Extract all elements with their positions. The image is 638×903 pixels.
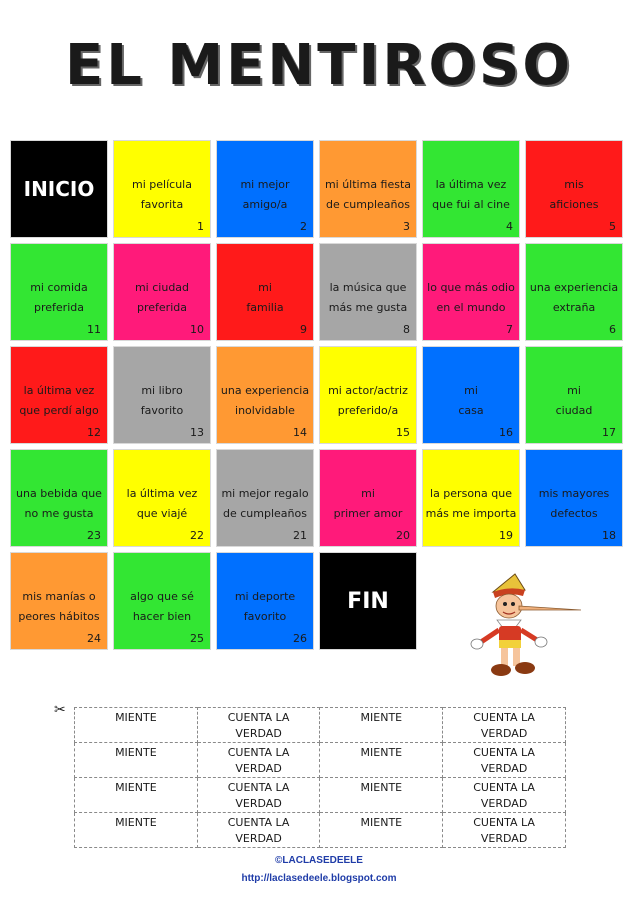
- cell-text-line2: favorito: [140, 404, 184, 417]
- cell-text-line1: mi deporte: [234, 590, 296, 603]
- cell-number: 17: [602, 426, 616, 439]
- card-truth[interactable]: CUENTA LA VERDAD: [197, 778, 320, 813]
- card-lie[interactable]: MIENTE: [320, 778, 443, 813]
- cell-text-line2: peores hábitos: [18, 610, 100, 623]
- board-cell-2[interactable]: [216, 140, 314, 238]
- cell-text-line1: la música que: [329, 281, 407, 294]
- cell-text-line1: mi: [567, 384, 581, 397]
- cell-text-line2: favorita: [140, 198, 184, 211]
- copyright-text: ©LACLASEDEELE: [275, 855, 363, 866]
- cell-number: 19: [499, 529, 513, 542]
- card-lie[interactable]: MIENTE: [75, 708, 198, 743]
- cell-text-line1: mi mejor regalo: [221, 487, 309, 500]
- cell-number: 6: [609, 323, 616, 336]
- cell-number: 4: [506, 220, 513, 233]
- scissors-icon: ✂: [54, 701, 66, 717]
- cell-number: 18: [602, 529, 616, 542]
- cell-number: 11: [87, 323, 101, 336]
- cell-number: 23: [87, 529, 101, 542]
- cell-text-line1: lo que más odio: [427, 281, 515, 294]
- cell-text-line2: que fui al cine: [432, 198, 510, 211]
- board-cell-25[interactable]: [113, 552, 211, 650]
- cell-text-line2: amigo/a: [242, 198, 288, 211]
- card-lie[interactable]: MIENTE: [75, 778, 198, 813]
- cell-text-line1: mis manías o: [22, 590, 96, 603]
- table-row: [75, 813, 566, 848]
- card-lie[interactable]: MIENTE: [320, 708, 443, 743]
- pinocchio-illustration: [463, 564, 593, 684]
- cell-text-line2: de cumpleaños: [326, 198, 410, 211]
- cell-text-line1: la última vez: [126, 487, 198, 500]
- board-cell-24[interactable]: [10, 552, 108, 650]
- board-cell-19[interactable]: [422, 449, 520, 547]
- cell-text-line1: una experiencia: [220, 384, 310, 397]
- cell-text-line1: mi libro: [141, 384, 183, 397]
- board-cell-12[interactable]: [10, 346, 108, 444]
- cell-text-line2: que perdí algo: [19, 404, 99, 417]
- board-cell-3[interactable]: [319, 140, 417, 238]
- card-lie[interactable]: MIENTE: [75, 743, 198, 778]
- board-cell-16[interactable]: [422, 346, 520, 444]
- cell-text-line2: más me importa: [425, 507, 517, 520]
- cell-number: 10: [190, 323, 204, 336]
- cell-text-line1: mi actor/actriz: [328, 384, 408, 397]
- board-cell-23[interactable]: [10, 449, 108, 547]
- cell-text-line2: casa: [458, 404, 484, 417]
- website-link[interactable]: http://laclasedeele.blogspot.com: [241, 873, 397, 884]
- board-cell-13[interactable]: [113, 346, 211, 444]
- board-cell-4[interactable]: [422, 140, 520, 238]
- board-cell-14[interactable]: [216, 346, 314, 444]
- start-label: INICIO: [23, 177, 95, 201]
- table-row: [75, 778, 566, 813]
- cell-text-line2: aficiones: [549, 198, 599, 211]
- cell-number: 9: [300, 323, 307, 336]
- cell-text-line2: primer amor: [333, 507, 403, 520]
- cell-number: 15: [396, 426, 410, 439]
- cell-text-line1: mi: [464, 384, 478, 397]
- card-truth[interactable]: CUENTA LA VERDAD: [443, 743, 566, 778]
- cell-number: 26: [293, 632, 307, 645]
- cell-text-line2: preferida: [34, 301, 84, 314]
- finish-cell[interactable]: [319, 552, 417, 650]
- board-cell-10[interactable]: [113, 243, 211, 341]
- cell-text-line1: la persona que: [430, 487, 512, 500]
- cell-text-line2: que viajé: [136, 507, 188, 520]
- cell-text-line2: inolvidable: [235, 404, 295, 417]
- board-cell-17[interactable]: [525, 346, 623, 444]
- cell-number: 14: [293, 426, 307, 439]
- cell-text-line2: de cumpleaños: [223, 507, 307, 520]
- cell-text-line1: mi comida: [30, 281, 88, 294]
- board-cell-7[interactable]: [422, 243, 520, 341]
- board-cell-26[interactable]: [216, 552, 314, 650]
- card-lie[interactable]: MIENTE: [320, 813, 443, 848]
- cell-text-line1: mi última fiesta: [324, 178, 412, 191]
- board-cell-11[interactable]: [10, 243, 108, 341]
- cell-text-line2: en el mundo: [436, 301, 506, 314]
- cell-number: 13: [190, 426, 204, 439]
- cell-text-line1: mis: [564, 178, 584, 191]
- cell-text-line2: hacer bien: [132, 610, 192, 623]
- cell-text-line2: ciudad: [555, 404, 593, 417]
- cell-number: 2: [300, 220, 307, 233]
- board-cell-21[interactable]: [216, 449, 314, 547]
- cell-text-line1: mi: [361, 487, 375, 500]
- board-cell-5[interactable]: [525, 140, 623, 238]
- table-row: [75, 708, 566, 743]
- cell-text-line2: no me gusta: [24, 507, 94, 520]
- board-cell-8[interactable]: [319, 243, 417, 341]
- card-lie[interactable]: MIENTE: [320, 743, 443, 778]
- board-cell-18[interactable]: [525, 449, 623, 547]
- cell-text-line1: una experiencia: [529, 281, 619, 294]
- cell-number: 12: [87, 426, 101, 439]
- cell-number: 1: [197, 220, 204, 233]
- cell-number: 24: [87, 632, 101, 645]
- card-truth[interactable]: CUENTA LA VERDAD: [197, 743, 320, 778]
- board-cell-1[interactable]: [113, 140, 211, 238]
- cell-text-line2: preferida: [137, 301, 187, 314]
- card-truth[interactable]: CUENTA LA VERDAD: [197, 813, 320, 848]
- cell-text-line2: favorito: [243, 610, 287, 623]
- card-truth[interactable]: CUENTA LA VERDAD: [443, 778, 566, 813]
- cell-number: 7: [506, 323, 513, 336]
- cell-text-line1: mi ciudad: [134, 281, 190, 294]
- card-truth[interactable]: CUENTA LA VERDAD: [197, 708, 320, 743]
- cell-number: 3: [403, 220, 410, 233]
- cell-text-line1: mi película: [132, 178, 192, 191]
- game-title: EL MENTIROSO: [65, 33, 573, 98]
- card-truth[interactable]: CUENTA LA VERDAD: [443, 708, 566, 743]
- cut-out-cards-table: [74, 707, 566, 848]
- cell-text-line1: mis mayores: [538, 487, 610, 500]
- table-row: [75, 743, 566, 778]
- cell-text-line2: más me gusta: [328, 301, 408, 314]
- finish-label: FIN: [347, 588, 389, 614]
- board-cell-20[interactable]: [319, 449, 417, 547]
- cell-number: 21: [293, 529, 307, 542]
- cell-number: 16: [499, 426, 513, 439]
- start-cell[interactable]: [10, 140, 108, 238]
- board-cell-9[interactable]: [216, 243, 314, 341]
- card-truth[interactable]: CUENTA LA VERDAD: [443, 813, 566, 848]
- board-cell-22[interactable]: [113, 449, 211, 547]
- cell-number: 22: [190, 529, 204, 542]
- cell-text-line2: extraña: [552, 301, 596, 314]
- cell-text-line1: la última vez: [435, 178, 507, 191]
- card-lie[interactable]: MIENTE: [75, 813, 198, 848]
- cell-text-line2: familia: [246, 301, 284, 314]
- cell-text-line2: preferido/a: [337, 404, 399, 417]
- cell-number: 25: [190, 632, 204, 645]
- cell-text-line1: mi mejor: [240, 178, 290, 191]
- cell-text-line2: defectos: [550, 507, 598, 520]
- cell-number: 5: [609, 220, 616, 233]
- cell-text-line1: una bebida que: [16, 487, 102, 500]
- cell-text-line1: mi: [258, 281, 272, 294]
- board-cell-15[interactable]: [319, 346, 417, 444]
- cell-number: 20: [396, 529, 410, 542]
- cell-text-line1: algo que sé: [130, 590, 194, 603]
- board-cell-6[interactable]: [525, 243, 623, 341]
- cell-number: 8: [403, 323, 410, 336]
- cell-text-line1: la última vez: [23, 384, 95, 397]
